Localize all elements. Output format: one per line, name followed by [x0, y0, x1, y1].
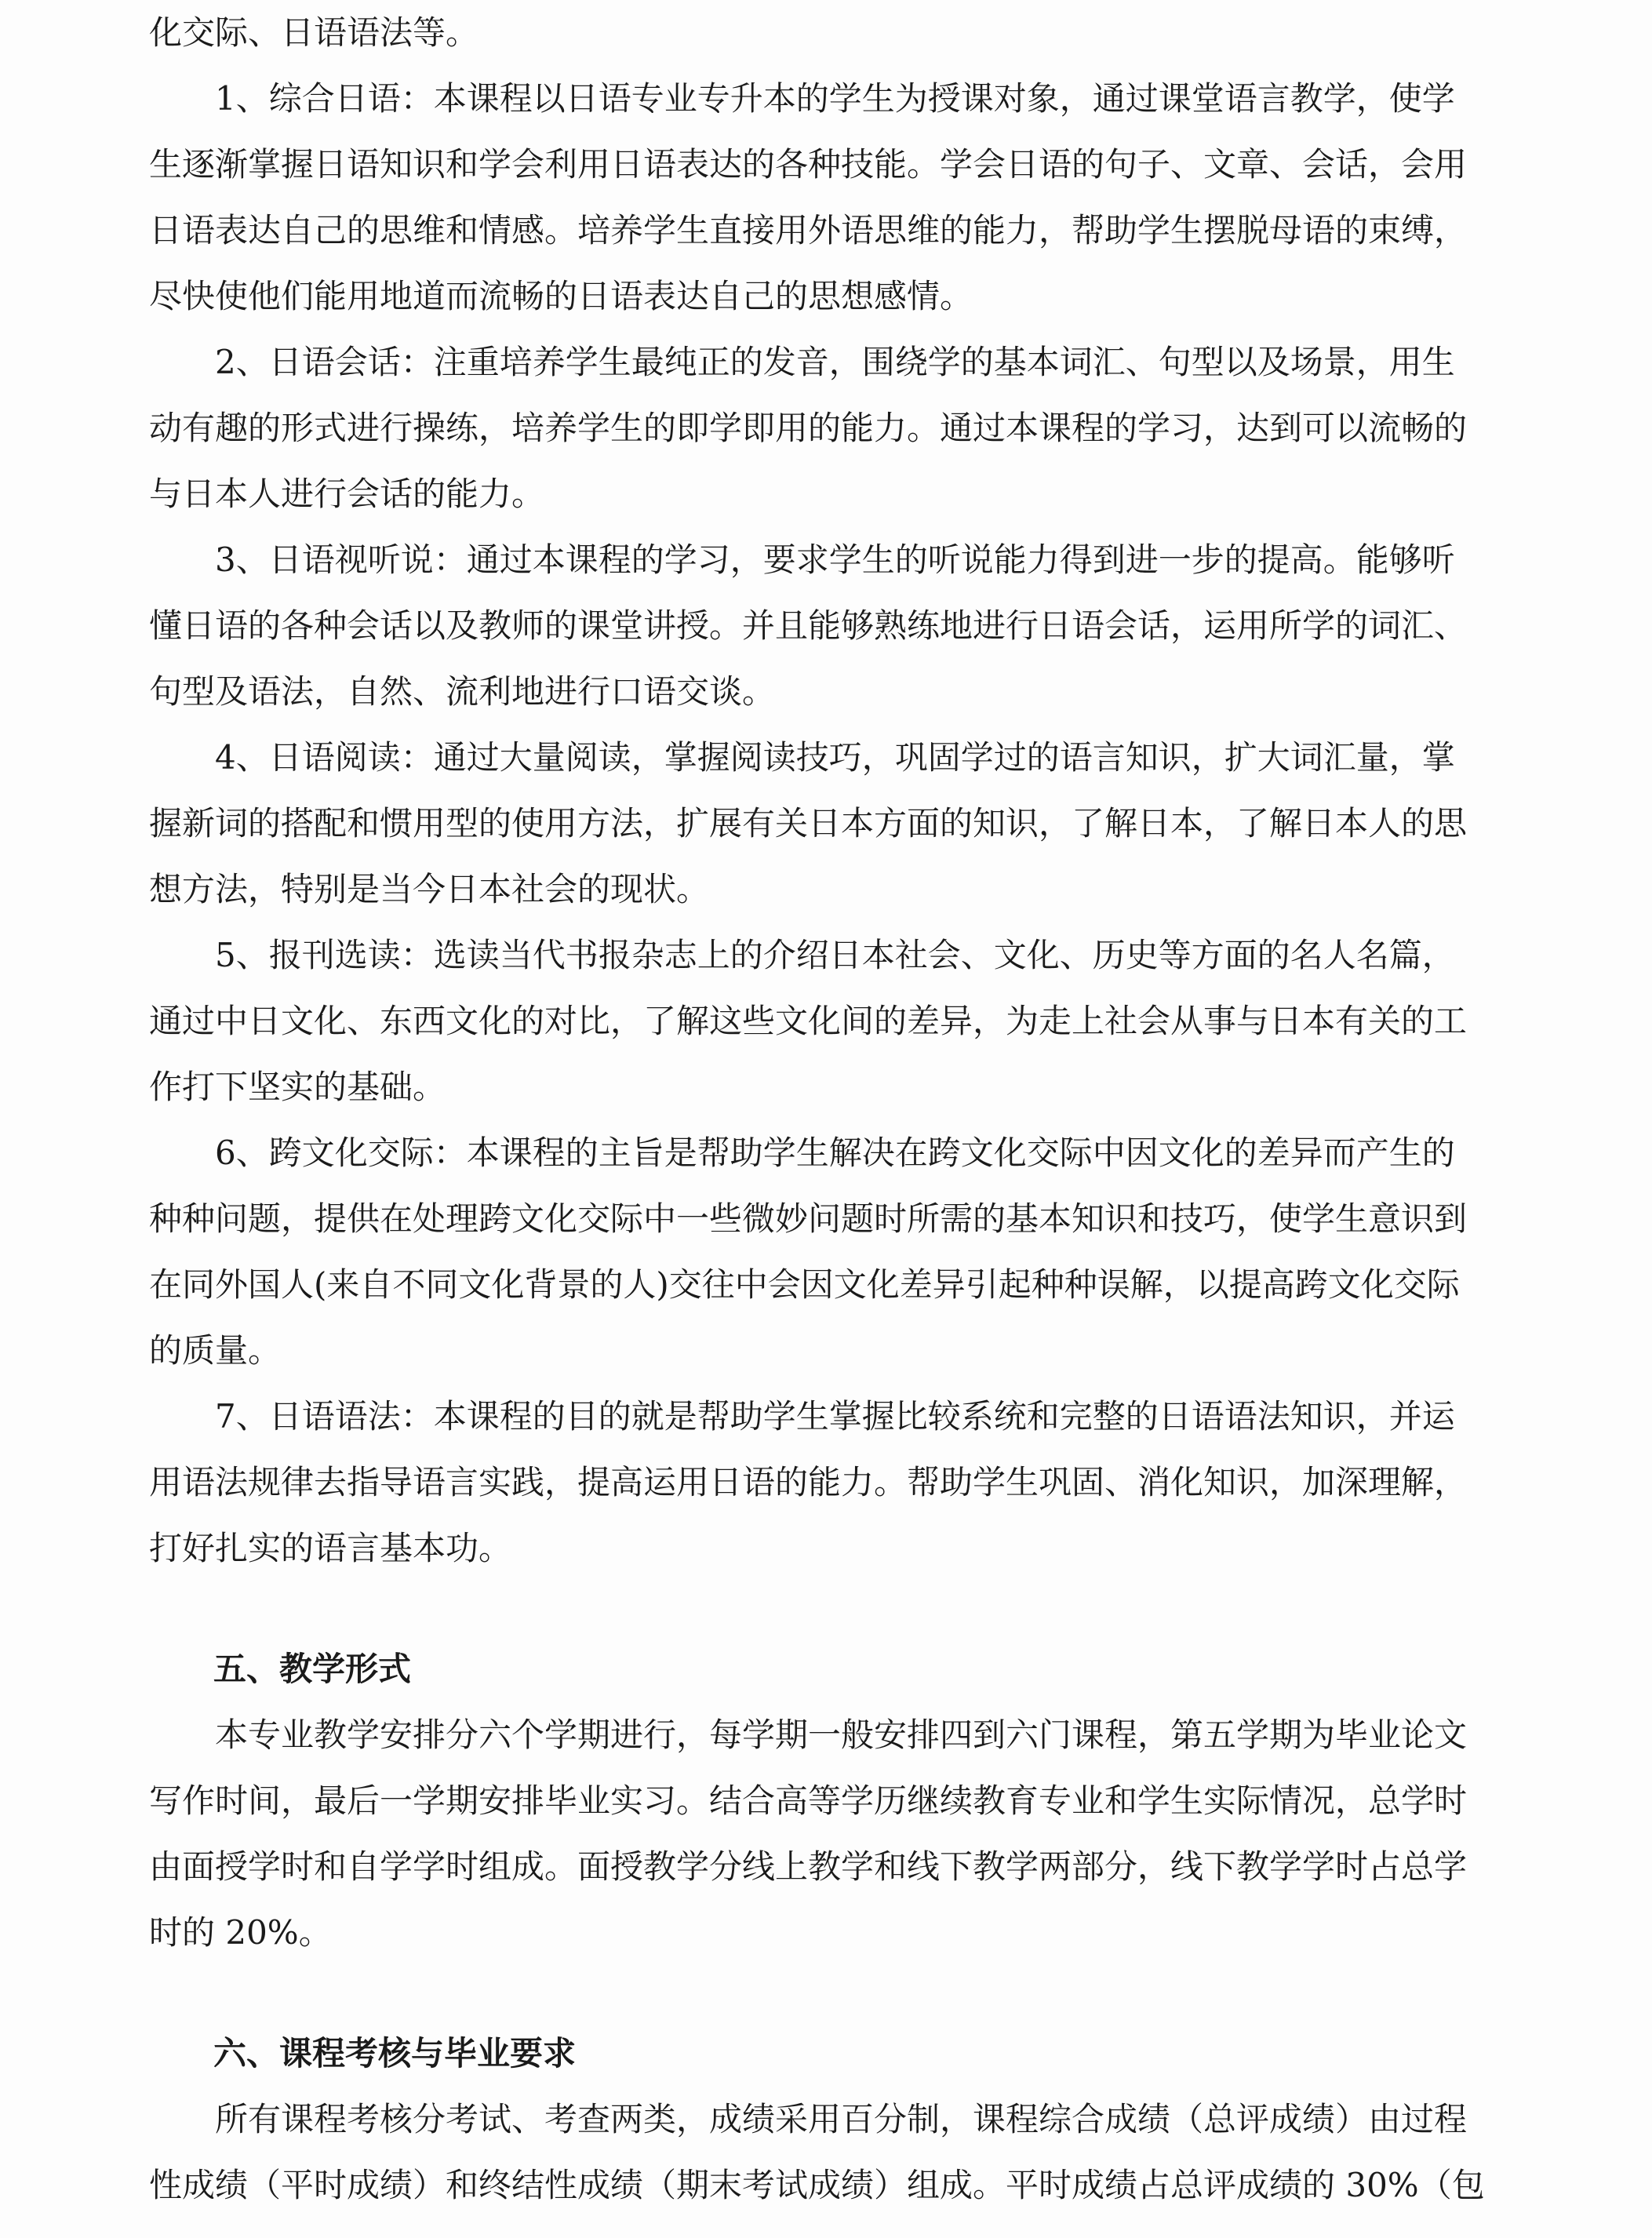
- text-line: 种种问题，提供在处理跨文化交际中一些微妙问题时所需的基本知识和技巧，使学生意识到: [149, 1199, 1468, 1238]
- text-line: 4、日语阅读：通过大量阅读，掌握阅读技巧，巩固学过的语言知识，扩大词汇量，掌: [215, 738, 1455, 777]
- course-paragraph-grammar: [149, 1384, 1514, 1581]
- text-line: 2、日语会话：注重培养学生最纯正的发音，围绕学的基本词汇、句型以及场景，用生: [215, 343, 1455, 381]
- text-line: 与日本人进行会话的能力。: [149, 475, 545, 513]
- course-paragraph-intercultural: [149, 1120, 1514, 1384]
- section-spacer: [149, 1581, 1514, 1636]
- intro-paragraph: [149, 0, 1514, 66]
- course-paragraph-reading: [149, 725, 1514, 922]
- text-line: 所有课程考核分考试、考查两类，成绩采用百分制，课程综合成绩（总评成绩）由过程: [215, 2100, 1468, 2138]
- text-line: 1、综合日语：本课程以日语专业专升本的学生为授课对象，通过课堂语言教学，使学: [215, 79, 1455, 118]
- text-line: 化交际、日语语法等。: [149, 13, 479, 52]
- text-line: 尽快使他们能用地道而流畅的日语表达自己的思想感情。: [149, 277, 973, 315]
- text-line: 用语法规律去指导语言实践，提高运用日语的能力。帮助学生巩固、消化知识，加深理解，: [149, 1463, 1468, 1501]
- text-line: 在同外国人(来自不同文化背景的人)交往中会因文化差异引起种种误解，以提高跨文化交际: [149, 1265, 1460, 1304]
- text-line: 动有趣的形式进行操练，培养学生的即学即用的能力。通过本课程的学习，达到可以流畅的: [149, 409, 1468, 447]
- text-line: 打好扎实的语言基本功。: [149, 1529, 512, 1567]
- section-heading-teaching-format: 五、教学形式: [213, 1650, 412, 1688]
- text-line: 由面授学时和自学学时组成。面授教学分线上教学和线下教学两部分，线下教学学时占总学: [149, 1847, 1468, 1886]
- text-line: 5、报刊选读：选读当代书报杂志上的介绍日本社会、文化、历史等方面的名人名篇，: [215, 936, 1455, 974]
- text-line: 本专业教学安排分六个学期进行，每学期一般安排四到六门课程，第五学期为毕业论文: [215, 1716, 1468, 1754]
- text-line: 通过中日文化、东西文化的对比，了解这些文化间的差异，为走上社会从事与日本有关的工: [149, 1002, 1468, 1040]
- text-line: 写作时间，最后一学期安排毕业实习。结合高等学历继续教育专业和学生实际情况，总学时: [149, 1781, 1468, 1820]
- course-paragraph-audiovisual: [149, 527, 1514, 725]
- text-line: 想方法，特别是当今日本社会的现状。: [149, 870, 710, 908]
- text-line: 日语表达自己的思维和情感。培养学生直接用外语思维的能力，帮助学生摆脱母语的束缚，: [149, 211, 1468, 249]
- section-heading-assessment: 六、课程考核与毕业要求: [213, 2034, 577, 2072]
- section-paragraph-teaching-format: [149, 1702, 1514, 1966]
- text-line: 6、跨文化交际：本课程的主旨是帮助学生解决在跨文化交际中因文化的差异而产生的: [215, 1134, 1455, 1172]
- text-line: 性成绩（平时成绩）和终结性成绩（期末考试成绩）组成。平时成绩占总评成绩的 30%（包: [149, 2166, 1485, 2204]
- text-line: 句型及语法，自然、流利地进行口语交谈。: [149, 672, 776, 711]
- text-line: 时的 20%。: [149, 1913, 332, 1952]
- text-line: 懂日语的各种会话以及教师的课堂讲授。并且能够熟练地进行日语会话，运用所学的词汇、: [149, 606, 1468, 645]
- document-body: [149, 0, 1514, 2218]
- text-line: 3、日语视听说：通过本课程的学习，要求学生的听说能力得到进一步的提高。能够听: [215, 540, 1455, 579]
- section-paragraph-assessment: [149, 2087, 1514, 2218]
- course-paragraph-japanese-conversation: [149, 329, 1514, 527]
- text-line: 握新词的搭配和惯用型的使用方法，扩展有关日本方面的知识，了解日本，了解日本人的思: [149, 804, 1468, 842]
- text-line: 7、日语语法：本课程的目的就是帮助学生掌握比较系统和完整的日语语法知识，并运: [215, 1397, 1455, 1436]
- course-paragraph-comprehensive-japanese: [149, 66, 1514, 329]
- text-line: 作打下坚实的基础。: [149, 1068, 446, 1106]
- course-paragraph-newspaper-reading: [149, 922, 1514, 1120]
- text-line: 的质量。: [149, 1331, 282, 1370]
- section-spacer: [149, 1966, 1514, 2021]
- text-line: 生逐渐掌握日语知识和学会利用日语表达的各种技能。学会日语的句子、文章、会话，会用: [149, 145, 1468, 184]
